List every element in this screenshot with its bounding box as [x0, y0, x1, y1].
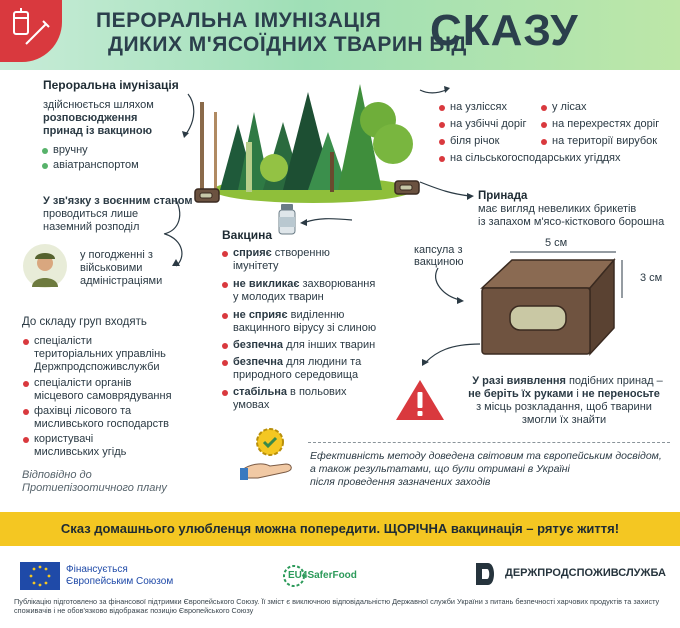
oral-text-1: здійснюється шляхом: [43, 99, 154, 111]
plan-line-1: Відповідно до: [22, 469, 92, 481]
warning-line-1: У разі виявлення подібних принад –: [472, 375, 663, 387]
footnote: Публікацію підготовлено за фінансової підтримки Європейського Союзу. Її зміст є виключною відповідальністю Державної служби України з питань безпечності харчових продуктів та захисту споживачів і не обов'язково відображає позицію Європейського Союзу: [14, 597, 660, 615]
group-item: користувачі мисливських угідь: [34, 433, 126, 459]
group-item: спеціалісти територіальних управлінь Держпродспоживслужби: [34, 335, 166, 374]
group-item: спеціалісти органів місцевого самоврядування: [34, 377, 172, 403]
warning-icon: [394, 378, 446, 422]
bullet-dot: [23, 437, 29, 443]
capsule-label-2: вакциною: [414, 256, 464, 268]
soldier-icon: [22, 243, 68, 289]
bait-heading: Принада: [478, 190, 528, 202]
vaccine-item: безпечна для людини та природного середовища: [233, 356, 361, 382]
warning-line-2: не беріть їх руками і не переносьте: [468, 388, 660, 400]
bullet-dot: [222, 360, 228, 366]
place-item: на території вирубок: [552, 135, 657, 148]
oral-bold-2: принад із вакциною: [43, 125, 153, 137]
oral-immunization-heading: Пероральна імунізація: [43, 78, 179, 92]
title-rabies: СКАЗУ: [430, 6, 579, 55]
efficiency-line-1: Ефективність методу доведена світовим та європейським досвідом,: [310, 450, 662, 462]
bullet-dot: [222, 251, 228, 257]
coord-line-1: у погодженні з: [80, 249, 153, 261]
place-item: на узбіччі доріг: [450, 118, 526, 131]
bullet-dot: [222, 343, 228, 349]
vaccine-item: сприяє створенню імунітету: [233, 247, 330, 273]
efficiency-divider: [308, 442, 670, 443]
plan-line-2: Протиепізоотичного плану: [22, 482, 167, 494]
method-item: вручну: [53, 144, 88, 157]
dps-text: ДЕРЖПРОДСПОЖИВСЛУЖБА: [505, 567, 666, 579]
vaccine-heading: Вакцина: [222, 228, 273, 242]
bait-width-label: 5 см: [545, 237, 568, 249]
vaccine-item: не викликає захворювання у молодих тварин: [233, 278, 375, 304]
efficiency-line-3: після проведення зазначених заходів: [310, 476, 491, 488]
bullet-dot: [439, 139, 445, 145]
title-line-1: ПЕРОРАЛЬНА ІМУНІЗАЦІЯ: [96, 9, 382, 32]
vaccine-item: безпечна для інших тварин: [233, 339, 375, 352]
bullet-dot: [541, 122, 547, 128]
vaccine-bottle-icon: [276, 203, 298, 235]
bullet-dot: [23, 409, 29, 415]
bait-height-label: 3 см: [640, 272, 663, 284]
warning-line-4: змогли їх знайти: [521, 414, 607, 426]
bullet-dot: [222, 282, 228, 288]
hand-gear-check-icon: [240, 424, 298, 482]
efficiency-line-2: а також результатами, що були отримані в Україні: [310, 463, 570, 475]
place-item: у лісах: [552, 101, 587, 114]
eu4saferfood-text: EU4SaferFood: [288, 570, 357, 581]
place-item: на узліссях: [450, 101, 507, 114]
method-item: авіатранспортом: [53, 159, 139, 172]
vaccine-item: стабільна в польових умовах: [233, 386, 347, 412]
bullet-dot: [439, 105, 445, 111]
war-text-1: проводиться лише: [43, 208, 139, 220]
banner-text: Сказ домашнього улюбленця можна попередити. ЩОРІЧНА вакцинація – рятує життя!: [60, 521, 620, 536]
groups-heading: До складу груп входять: [22, 316, 147, 328]
vaccine-item: не сприяє виділенню вакцинного вірусу зі слиною: [233, 309, 376, 335]
bullet-dot: [541, 139, 547, 145]
eu-funding-text: Фінансується Європейським Союзом: [66, 564, 174, 587]
title-line-2: ДИКИХ М'ЯСОЇДНИХ ТВАРИН ВІД: [108, 33, 467, 56]
place-item: на перехрестях доріг: [552, 118, 659, 131]
bullet-dot: [42, 163, 48, 169]
bullet-dot: [439, 122, 445, 128]
bullet-dot: [541, 105, 547, 111]
eu-flag-icon: [20, 562, 60, 590]
bullet-dot: [23, 339, 29, 345]
oral-bold-1: розповсюдження: [43, 112, 138, 124]
bait-brick-large: [470, 246, 630, 362]
bullet-dot: [42, 148, 48, 154]
bullet-dot: [23, 381, 29, 387]
dps-logo-icon: [474, 561, 498, 587]
bullet-dot: [222, 313, 228, 319]
war-text-2: наземний розподіл: [43, 221, 140, 233]
warning-line-3: з місць розкладання, щоб тварини: [476, 401, 652, 413]
group-item: фахівці лісового та мисливського господарств: [34, 405, 169, 431]
bullet-dot: [439, 156, 445, 162]
bait-line-1: має вигляд невеликих брикетів: [478, 203, 637, 215]
bullet-dot: [222, 390, 228, 396]
coord-line-2: військовими: [80, 262, 143, 274]
place-item: на сільськогосподарських угіддях: [450, 152, 621, 165]
capsule-label-1: капсула з: [414, 244, 463, 256]
coord-line-3: адміністраціями: [80, 275, 163, 287]
bait-line-2: із запахом м'ясо-кісткового борошна: [478, 216, 665, 228]
war-state-bold: У зв'язку з воєнним станом: [43, 195, 193, 207]
place-item: біля річок: [450, 135, 499, 148]
